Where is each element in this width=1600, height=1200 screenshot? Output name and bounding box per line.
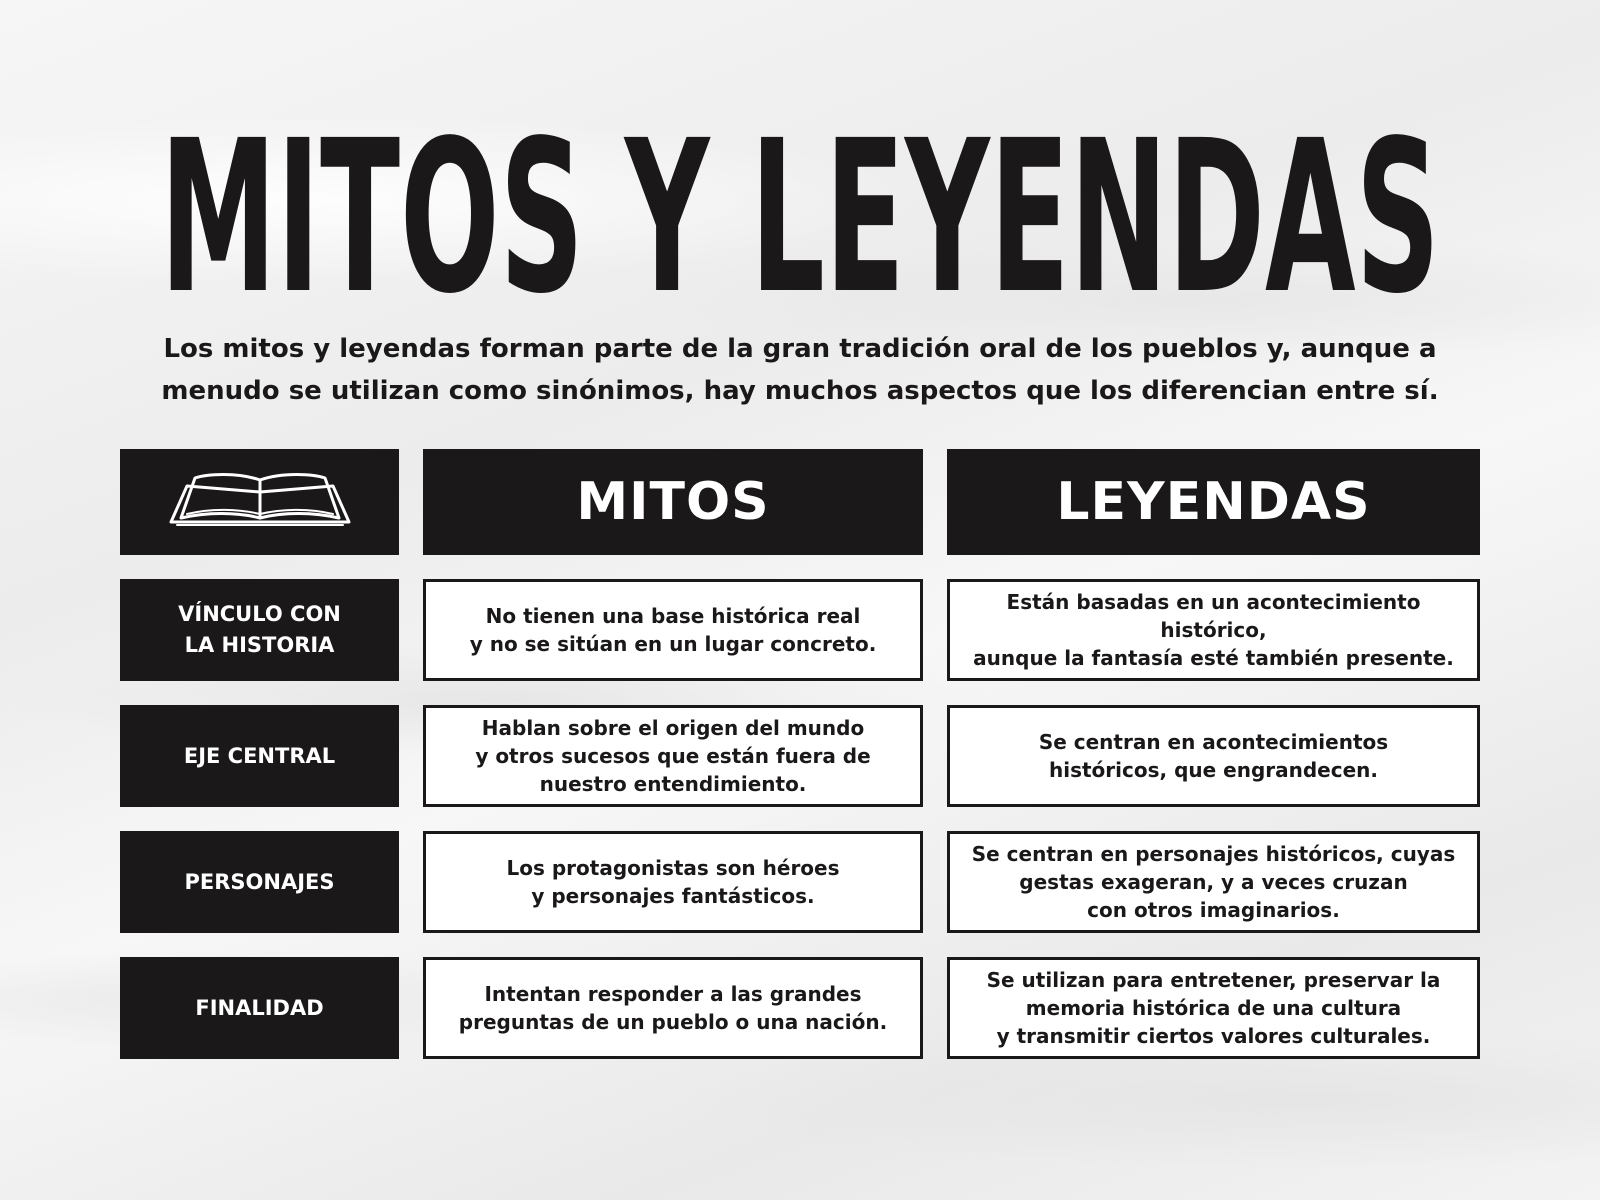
leyendas-cell: Se centran en personajes históricos, cuyas gestas exageran, y a veces cruzan con otros imaginarios. bbox=[947, 831, 1480, 933]
row-label: VÍNCULO CON LA HISTORIA bbox=[178, 602, 341, 657]
intro-paragraph: Los mitos y leyendas forman parte de la gran tradición oral de los pueblos y, aunque a menudo se utilizan como sinónimos, hay muchos aspectos que los diferencian entre sí. bbox=[161, 334, 1439, 406]
mitos-cell: Hablan sobre el origen del mundo y otros sucesos que están fuera de nuestro entendimiento. bbox=[423, 705, 923, 807]
column-header-leyendas-label: LEYENDAS bbox=[1056, 472, 1371, 532]
row-label-cell bbox=[120, 957, 399, 1059]
page-title-text: MITOS Y LEYENDAS bbox=[160, 118, 1440, 318]
column-header-mitos-label: MITOS bbox=[576, 472, 770, 532]
table-header-icon-cell bbox=[120, 449, 399, 555]
mitos-cell: Los protagonistas son héroes y personajes fantásticos. bbox=[423, 831, 923, 933]
row-label: EJE CENTRAL bbox=[183, 743, 336, 768]
row-label-cell bbox=[120, 831, 399, 933]
row-label: FINALIDAD bbox=[195, 995, 324, 1020]
comparison-table bbox=[120, 449, 1480, 1061]
leyendas-cell: Están basadas en un acontecimiento histórico, aunque la fantasía esté también presente. bbox=[947, 579, 1480, 681]
leyendas-cell: Se centran en acontecimientos históricos, que engrandecen. bbox=[947, 705, 1480, 807]
row-label-cell bbox=[120, 705, 399, 807]
column-header-mitos bbox=[423, 449, 923, 555]
mitos-cell: No tienen una base histórica real y no se sitúan en un lugar concreto. bbox=[423, 579, 923, 681]
mitos-cell: Intentan responder a las grandes preguntas de un pueblo o una nación. bbox=[423, 957, 923, 1059]
row-label: PERSONAJES bbox=[184, 869, 335, 894]
open-book-icon bbox=[167, 472, 353, 533]
page-title bbox=[0, 118, 1600, 318]
leyendas-cell: Se utilizan para entretener, preservar la memoria histórica de una cultura y transmitir ciertos valores culturales. bbox=[947, 957, 1480, 1059]
row-label-cell bbox=[120, 579, 399, 681]
column-header-leyendas bbox=[947, 449, 1480, 555]
